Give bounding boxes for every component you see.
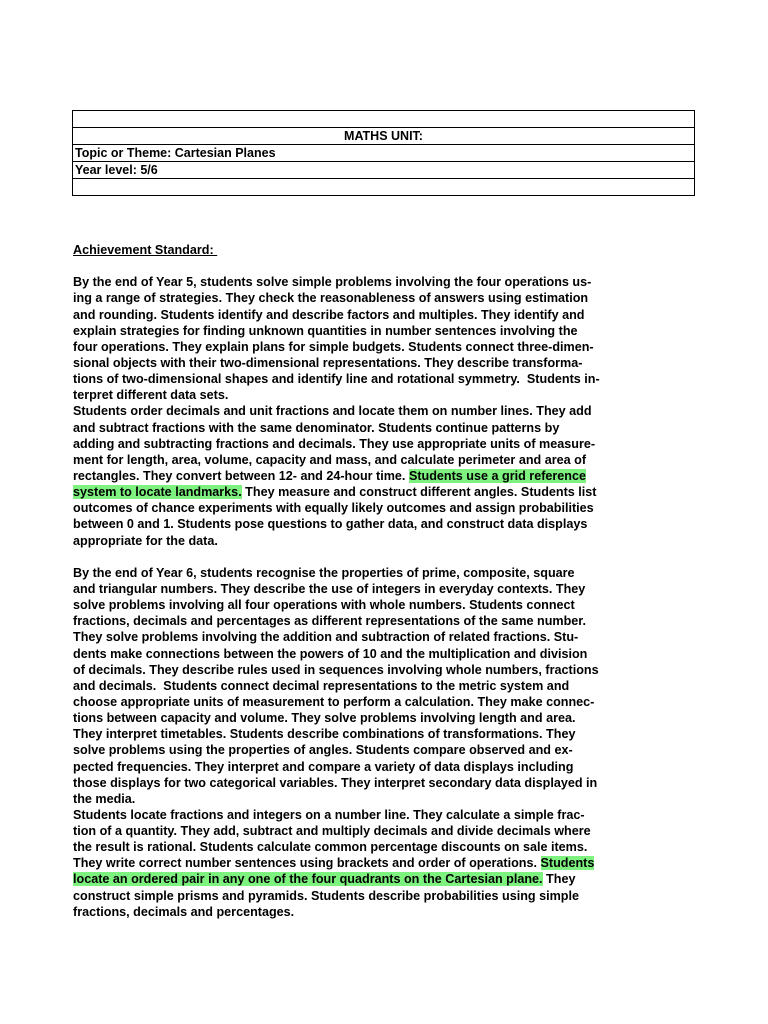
paragraph-line: between 0 and 1. Students pose questions to gather data, and construct data displays (73, 517, 588, 532)
paragraph-line: adding and subtracting fractions and decimals. They use appropriate units of measure- (73, 436, 596, 451)
highlighted-text: Students use a grid reference (408, 468, 587, 483)
paragraph-line: and triangular numbers. They describe the use of integers in everyday contexts. They (73, 581, 586, 596)
paragraph-line: and decimals. Students connect decimal representations to the metric system and (73, 678, 570, 693)
highlighted-text: system to locate landmarks. (73, 485, 242, 500)
year-level-row: Year level: 5/6 (73, 162, 695, 179)
paragraph-line: the media. (73, 791, 136, 806)
paragraph-line: tion of a quantity. They add, subtract and multiply decimals and divide decimals where (73, 824, 591, 839)
paragraph-line: dents make connections between the powers of 10 and the multiplication and division (73, 646, 588, 661)
unit-title: MATHS UNIT: (73, 128, 695, 145)
paragraph-line: ing a range of strategies. They check the reasonableness of answers using estimation (73, 291, 589, 306)
achievement-standard-text (73, 242, 698, 920)
paragraph-line: solve problems involving all four operations with whole numbers. Students connect (73, 598, 575, 613)
paragraph-line: terpret different data sets. (73, 388, 229, 403)
paragraph-text: They write correct number sentences using brackets and order of operations. (73, 856, 541, 871)
header-blank-row (73, 179, 695, 196)
paragraph-line: appropriate for the data. (73, 533, 218, 548)
highlighted-text: Students (540, 856, 595, 871)
paragraph-line: outcomes of chance experiments with equally likely outcomes and assign probabilities (73, 501, 594, 516)
paragraph-line: of decimals. They describe rules used in sequences involving whole numbers, fractions (73, 662, 599, 677)
paragraph-line: By the end of Year 5, students solve simple problems involving the four operations us- (73, 275, 592, 290)
paragraph-line: explain strategies for finding unknown quantities in number sentences involving the (73, 323, 578, 338)
paragraph-line: those displays for two categorical variables. They interpret secondary data displayed in (73, 775, 598, 790)
paragraph-line: fractions, decimals and percentages. (73, 904, 295, 919)
paragraph-line: fractions, decimals and percentages as different representations of the same number. (73, 614, 587, 629)
paragraph-line: the result is rational. Students calculate common percentage discounts on sale items. (73, 840, 588, 855)
paragraph-line: They solve problems involving the addition and subtraction of related fractions. Stu- (73, 630, 579, 645)
paragraph-line: By the end of Year 6, students recognise the properties of prime, composite, square (73, 565, 575, 580)
paragraph-line: four operations. They explain plans for simple budgets. Students connect three-dimen- (73, 339, 594, 354)
paragraph-line: tions between capacity and volume. They solve problems involving length and area. (73, 711, 576, 726)
header-blank-row (73, 111, 695, 128)
paragraph-line: and rounding. Students identify and describe factors and multiples. They identify and (73, 307, 585, 322)
paragraph-line: tions of two-dimensional shapes and identify line and rotational symmetry. Students in- (73, 372, 600, 387)
paragraph-line: Students order decimals and unit fractions and locate them on number lines. They add (73, 404, 592, 419)
paragraph-line: ment for length, area, volume, capacity and mass, and calculate perimeter and area of (73, 452, 587, 467)
paragraph-line: pected frequencies. They interpret and compare a variety of data displays including (73, 759, 574, 774)
paragraph-line: solve problems using the properties of angles. Students compare observed and ex- (73, 743, 573, 758)
paragraph-text: They measure and construct different angles. Students list (241, 485, 597, 500)
highlighted-text: locate an ordered pair in any one of the four quadrants on the Cartesian plane. (73, 872, 543, 887)
paragraph-line: sional objects with their two-dimensional representations. They describe transforma- (73, 355, 583, 370)
paragraph-line: construct simple prisms and pyramids. Students describe probabilities using simple (73, 888, 579, 903)
topic-row: Topic or Theme: Cartesian Planes (73, 145, 695, 162)
paragraph-line: choose appropriate units of measurement to perform a calculation. They make connec- (73, 694, 595, 709)
paragraph-line: Students locate fractions and integers on a number line. They calculate a simple frac- (73, 807, 585, 822)
paragraph-text: They (542, 872, 576, 887)
section-heading: Achievement Standard: (73, 243, 218, 257)
paragraph-text: rectangles. They convert between 12- and 24-hour time. (73, 468, 409, 483)
paragraph-line: and subtract fractions with the same denominator. Students continue patterns by (73, 420, 560, 435)
unit-header-table (72, 110, 695, 196)
paragraph-line: They interpret timetables. Students describe combinations of transformations. They (73, 727, 576, 742)
